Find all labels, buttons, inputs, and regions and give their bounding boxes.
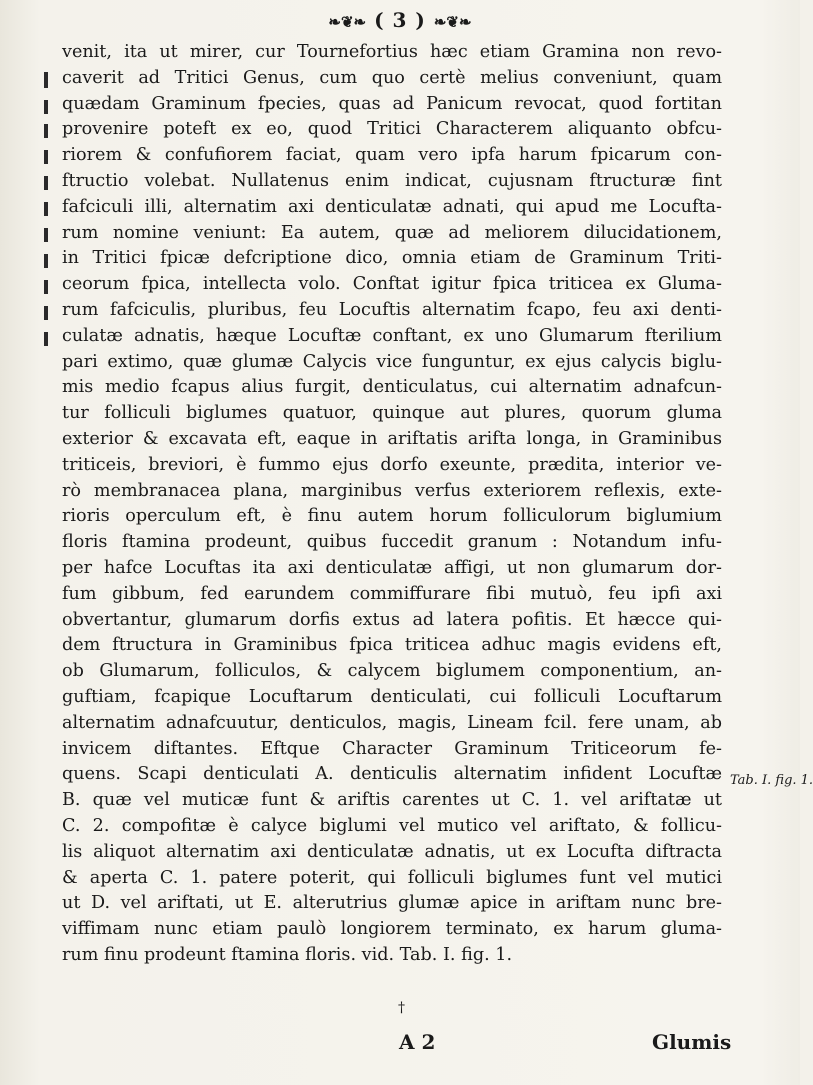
- text-line: fafciculi illi, alternatim axi denticulatæ adnati, qui apud me Locufta-: [62, 196, 722, 217]
- text-line: ceorum fpica, intellecta volo. Conftat igitur fpica triticea ex Gluma-: [62, 274, 722, 295]
- catchword: Glumis: [652, 1030, 732, 1054]
- text-line: viffimam nunc etiam paulò longiorem terminato, ex harum gluma-: [62, 919, 722, 940]
- text-line: rioris operculum eft, è finu autem horum folliculorum biglumium: [62, 506, 722, 527]
- binding-edge: [0, 0, 52, 1085]
- body-text: [62, 40, 722, 969]
- printer-mark: †: [398, 1000, 405, 1016]
- text-line: C. 2. compofitæ è calyce biglumi vel mutico vel ariftato, & follicu-: [62, 815, 722, 836]
- text-line: floris ftamina prodeunt, quibus fuccedit granum : Notandum infu-: [62, 532, 722, 553]
- margin-note: Tab. I. fig. 1.: [730, 773, 813, 788]
- text-line: fum gibbum, fed earundem commiffurare fibi mutuò, feu ipfi axi: [62, 583, 722, 604]
- text-line: obvertantur, glumarum dorfis extus ad latera pofitis. Et hæcce qui-: [62, 609, 722, 630]
- page-header: [0, 8, 800, 32]
- text-line: lis aliquot alternatim axi denticulatæ adnatis, ut ex Locufta diftracta: [62, 841, 722, 862]
- text-line: riorem & confufiorem faciat, quam vero ipfa harum fpicarum con-: [62, 145, 722, 166]
- text-line: exterior & excavata eft, eaque in ariftatis arifta longa, in Graminibus: [62, 428, 722, 449]
- text-line: pari extimo, quæ glumæ Calycis vice funguntur, ex ejus calycis biglu-: [62, 351, 722, 372]
- text-line: per hafce Locuftas ita axi denticulatæ affigi, ut non glumarum dor-: [62, 557, 722, 578]
- text-line: triticeis, breviori, è fummo ejus dorfo exeunte, prædita, interior ve-: [62, 454, 722, 475]
- text-line: alternatim adnafcuutur, denticulos, magis, Lineam fcil. fere unam, ab: [62, 712, 722, 733]
- text-line: caverit ad Tritici Genus, cum quo certè melius conveniunt, quam: [62, 67, 722, 88]
- text-line: guftiam, fcapique Locuftarum denticulati, cui folliculi Locuftarum: [62, 686, 722, 707]
- text-line: provenire poteft ex eo, quod Tritici Characterem aliquanto obfcu-: [62, 119, 722, 140]
- text-line: rum nomine veniunt: Ea autem, quæ ad meliorem dilucidationem,: [62, 222, 722, 243]
- text-line: rum fafciculis, pluribus, feu Locuftis alternatim fcapo, feu axi denti-: [62, 299, 722, 320]
- text-line: quens. Scapi denticulati A. denticulis alternatim infident Locuftæ: [62, 764, 722, 785]
- text-line: mis medio fcapus alius furgit, denticulatus, cui alternatim adnafcun-: [62, 377, 722, 398]
- text-line: tur folliculi biglumes quatuor, quinque aut plures, quorum gluma: [62, 403, 722, 424]
- text-line: invicem diftantes. Eftque Character Graminum Triticeorum fe-: [62, 738, 722, 759]
- ornament-left-icon: ❧❦❧: [328, 13, 367, 31]
- text-line: & aperta C. 1. patere poterit, qui folliculi biglumes funt vel mutici: [62, 867, 722, 888]
- text-line: rum finu prodeunt ftamina floris. vid. Tab. I. fig. 1.: [62, 944, 513, 965]
- ornament-right-icon: ❧❦❧: [433, 13, 472, 31]
- text-line: dem ftructura in Graminibus fpica triticea adhuc magis evidens eft,: [62, 635, 722, 656]
- text-line: rò membranacea plana, marginibus verfus exteriorem reflexis, exte-: [62, 480, 722, 501]
- text-line: B. quæ vel muticæ funt & ariftis carentes ut C. 1. vel ariftatæ ut: [62, 790, 722, 811]
- signature-mark: A 2: [399, 1030, 436, 1054]
- text-line: venit, ita ut mirer, cur Tournefortius hæc etiam Gramina non revo-: [62, 42, 722, 62]
- text-line: ftructio volebat. Nullatenus enim indicat, cujusnam ftructuræ fint: [62, 170, 722, 191]
- text-line: culatæ adnatis, hæque Locuftæ conftant, ex uno Glumarum fterilium: [62, 325, 722, 346]
- text-line: quædam Graminum fpecies, quas ad Panicum revocat, quod fortitan: [62, 93, 722, 114]
- page-number: ( 3 ): [374, 8, 426, 32]
- text-line: ut D. vel ariftati, ut E. alterutrius glumæ apice in ariftam nunc bre-: [62, 893, 722, 914]
- text-line: ob Glumarum, folliculos, & calycem biglumem componentium, an-: [62, 661, 722, 682]
- text-line: in Tritici fpicæ defcriptione dico, omnia etiam de Graminum Triti-: [62, 248, 722, 269]
